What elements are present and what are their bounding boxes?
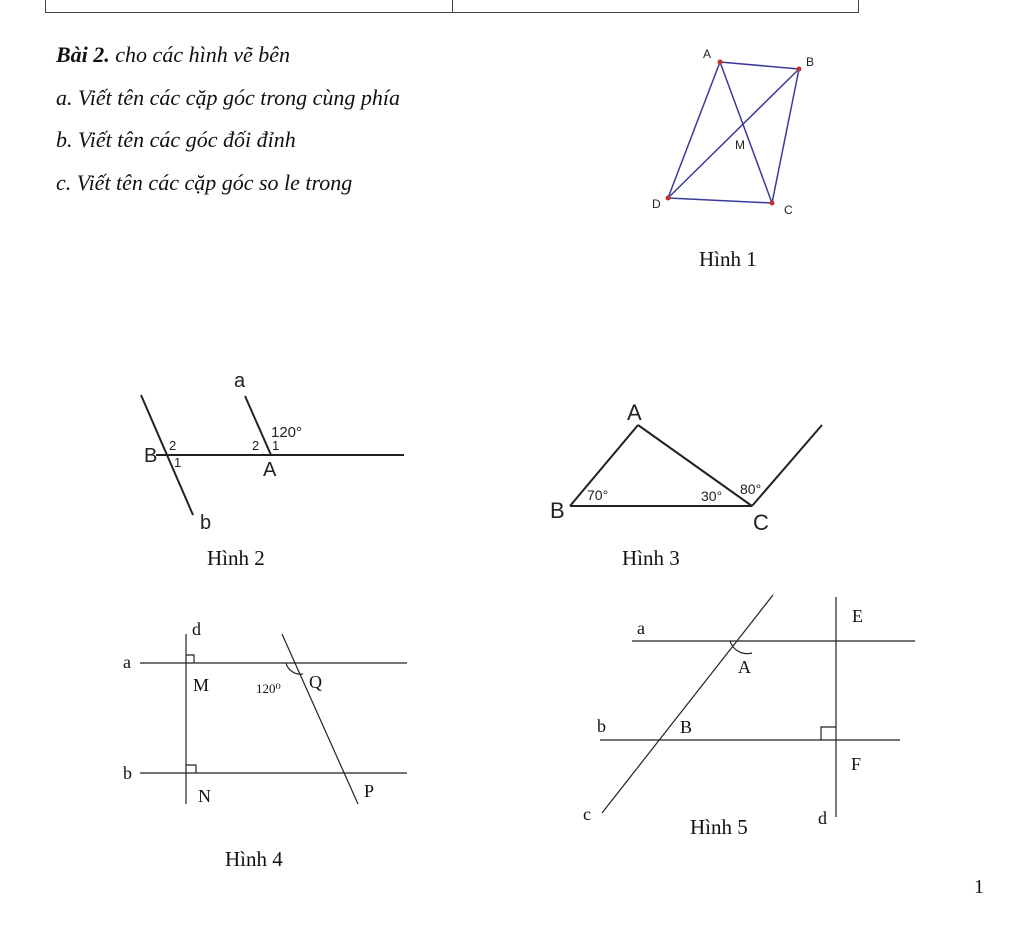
diagonal-ac: [720, 62, 772, 203]
fig2-label-b: b: [200, 512, 212, 534]
fig5-label-A: A: [738, 657, 751, 677]
point-a: [718, 60, 723, 65]
fig1-caption: Hình 1: [699, 247, 757, 271]
point-d: [666, 196, 671, 201]
diagonal-bd: [668, 69, 799, 198]
fig4-label-P: P: [364, 781, 375, 801]
fig4-angle-arc: [286, 663, 303, 674]
fig4-right-angle-n: [186, 765, 196, 773]
fig2-label-A: A: [263, 459, 277, 481]
fig2-angle-1-left: 1: [174, 455, 182, 470]
fig2-angle-120: 120°: [271, 424, 303, 441]
fig2-label-a: a: [234, 370, 246, 392]
fig4-label-a: a: [123, 652, 131, 672]
fig3-label-B: B: [550, 498, 565, 523]
segment-cd: [668, 198, 772, 203]
exercise-item-a: a. Viết tên các cặp góc trong cùng phía: [56, 85, 400, 110]
fig2-angle-2-left: 2: [169, 438, 177, 453]
fig3-label-A: A: [627, 400, 642, 425]
fig2-caption: Hình 2: [207, 546, 265, 570]
fig5-label-d: d: [818, 808, 827, 828]
fig5-right-angle-f: [821, 727, 836, 740]
segment-da: [668, 62, 720, 198]
fig3-caption: Hình 3: [622, 546, 680, 570]
fig5-label-F: F: [851, 754, 862, 774]
figure-4: [140, 634, 407, 804]
fig1-label-a: A: [703, 47, 712, 61]
exercise-item-b: b. Viết tên các góc đối đỉnh: [56, 127, 296, 152]
exercise-item-c: c. Viết tên các cặp góc so le trong: [56, 170, 353, 195]
fig2-angle-1-right: 1: [272, 438, 280, 453]
fig3-angle-b: 70°: [587, 487, 609, 503]
fig4-line-qp: [282, 634, 358, 804]
segment-bc: [772, 69, 799, 203]
fig1-label-c: C: [784, 203, 793, 217]
fig3-angle-c1: 30°: [701, 488, 723, 504]
fig5-caption: Hình 5: [690, 815, 748, 839]
fig5-label-c: c: [583, 804, 591, 824]
fig5-label-b: b: [597, 716, 606, 736]
fig5-line-c: [602, 595, 773, 813]
fig4-label-N: N: [198, 786, 211, 806]
page-number: 1: [974, 876, 984, 898]
fig1-label-b: B: [806, 55, 815, 69]
fig4-right-angle-m: [186, 655, 194, 663]
fig4-label-b: b: [123, 763, 132, 783]
fig1-label-d: D: [652, 197, 661, 211]
figure-5: [600, 595, 915, 817]
fig3-angle-c2: 80°: [740, 481, 762, 497]
fig3-segment-ac: [638, 425, 752, 506]
point-b: [797, 67, 802, 72]
segment-ab: [720, 62, 799, 69]
figure-1: [668, 62, 799, 203]
exercise-title: Bài 2. cho các hình vẽ bên: [56, 42, 290, 67]
fig4-label-Q: Q: [309, 672, 322, 692]
fig2-angle-2-right: 2: [252, 438, 260, 453]
point-c: [770, 201, 775, 206]
fig2-label-B: B: [144, 445, 158, 467]
fig5-angle-arc: [730, 641, 752, 654]
fig4-label-d: d: [192, 619, 201, 639]
fig5-label-a: a: [637, 618, 645, 638]
fig5-label-B: B: [680, 717, 693, 737]
fig5-label-E: E: [852, 606, 863, 626]
fig3-ray-c: [752, 425, 822, 506]
fig4-label-M: M: [193, 675, 210, 695]
fig4-caption: Hình 4: [225, 847, 283, 871]
fig4-angle-120: 120⁰: [256, 681, 281, 696]
fig3-label-C: C: [753, 510, 769, 535]
fig1-label-m: M: [735, 138, 745, 152]
